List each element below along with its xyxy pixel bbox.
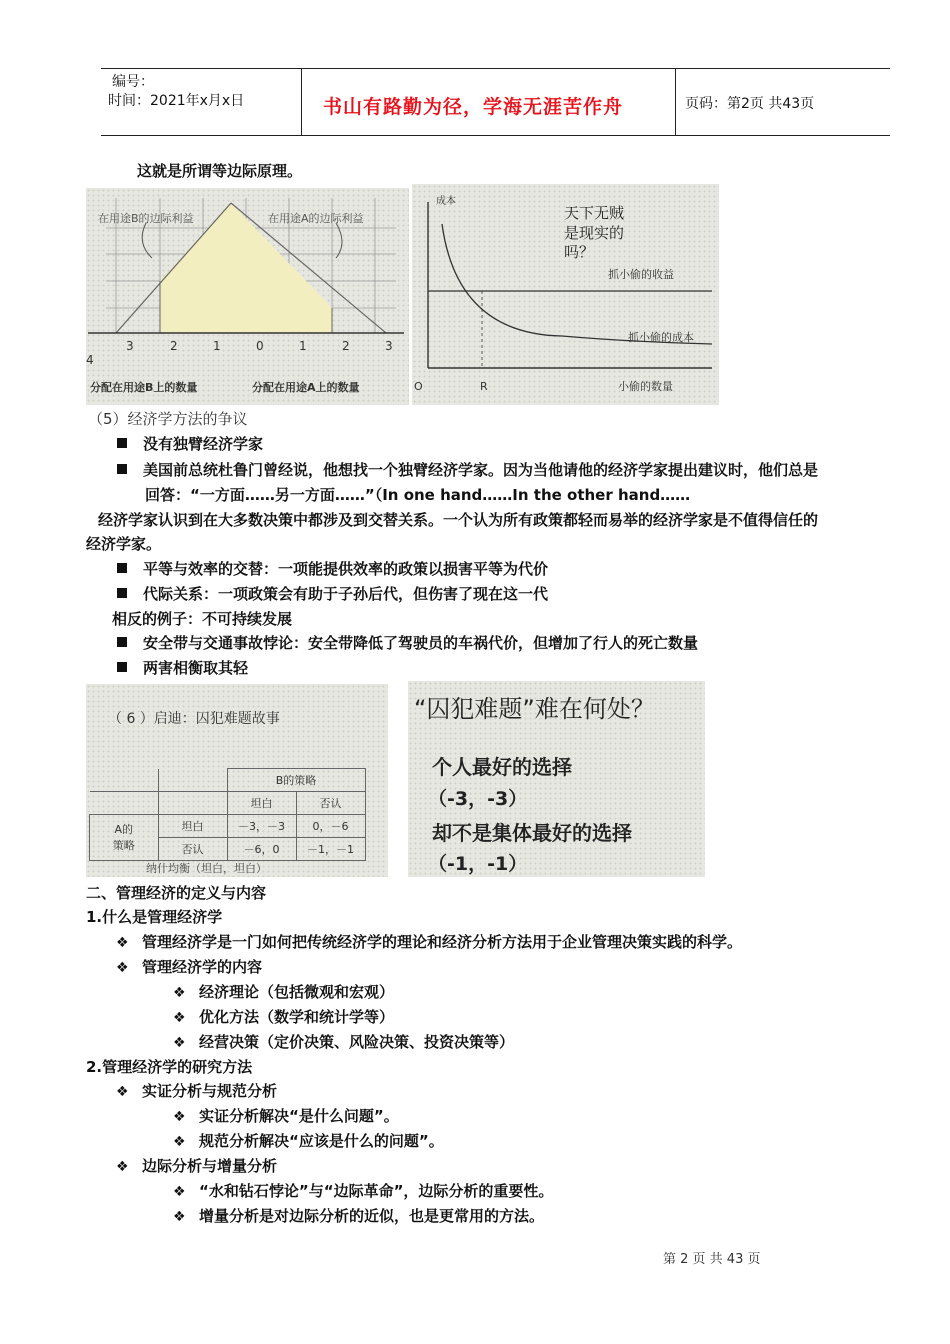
- bullet-item: 安全带与交通事故悖论：安全带降低了驾驶员的车祸代价，但增加了行人的死亡数量: [117, 632, 698, 654]
- bullet-item: 两害相衡取其轻: [117, 657, 248, 679]
- list-subitem: ❖ 优化方法（数学和统计学等）: [173, 1008, 395, 1026]
- header-bottom-rule: [101, 135, 890, 136]
- a-strategy-header: A的 策略: [90, 815, 159, 861]
- thief-cost-figure: [412, 184, 719, 405]
- list-subitem: ❖ 经济理论（包括微观和宏观）: [173, 983, 395, 1001]
- dilemma-line: （-3，-3）: [428, 788, 528, 810]
- nash-equilibrium-label: 纳什均衡（坦白，坦白）: [146, 862, 267, 875]
- dilemma-line: 个人最好的选择: [432, 755, 572, 779]
- paragraph-line: 经济学家。: [86, 535, 162, 553]
- prisoner-dilemma-figure: [86, 684, 388, 877]
- marginal-benefit-chart: [86, 188, 409, 405]
- list-subitem: ❖ 经营决策（定价决策、风险决策、投资决策等）: [173, 1033, 515, 1051]
- x-axis-label: 小偷的数量: [618, 380, 673, 393]
- tick-label: 1: [299, 339, 307, 353]
- payoff-cell: －6，0: [227, 838, 296, 861]
- bullet-item: 代际关系：一项政策会有助于子孙后代，但伤害了现在这一代: [117, 583, 548, 605]
- tick-label: 3: [385, 339, 393, 353]
- bullet-item: 平等与效率的交替：一项能提供效率的政策以损害平等为代价: [117, 558, 548, 580]
- list-item: ❖ 边际分析与增量分析: [116, 1157, 278, 1175]
- question-line: 天下无贼: [564, 204, 625, 222]
- cost-label: 抓小偷的成本: [628, 331, 694, 344]
- paragraph-line: 经济学家认识到在大多数决策中都涉及到交替关系。一个认为所有政策都轻而易举的经济学家是不值得信任的: [98, 511, 819, 529]
- page-indicator: 页码：第2页 共43页: [685, 96, 815, 112]
- b-benefit-label: 在用途B的边际利益: [98, 212, 194, 225]
- subsection-title: 1.什么是管理经济学: [86, 908, 223, 926]
- a-deny: 否认: [158, 838, 227, 861]
- doc-time-label: 时间：2021年x月x日: [108, 93, 245, 109]
- benefit-label: 抓小偷的收益: [608, 268, 674, 281]
- bullet-item: 美国前总统杜鲁门曾经说，他想找一个独臂经济学家。因为当他请他的经济学家提出建议时，他们总是: [117, 459, 818, 481]
- tick-label: 2: [170, 339, 178, 353]
- a-confess: 坦白: [158, 815, 227, 838]
- tick-label: 1: [213, 339, 221, 353]
- marginal-benefit-figure: [86, 188, 409, 405]
- dilemma-line: （-1，-1）: [428, 853, 528, 875]
- bullet-item: 没有独臂经济学家: [117, 433, 263, 455]
- section-title: （5）经济学方法的争议: [88, 410, 248, 428]
- r-label: R: [480, 380, 488, 393]
- figure-title: “囚犯难题”难在何处？: [414, 695, 655, 723]
- list-subitem: ❖ 规范分析解决“应该是什么的问题”。: [173, 1132, 444, 1150]
- header-motto: 书山有路勤为径，学海无涯苦作舟: [323, 96, 624, 118]
- figure-title: （ 6 ）启迪：囚犯难题故事: [108, 711, 280, 727]
- payoff-cell: －3，－3: [227, 815, 296, 838]
- intro-text: 这就是所谓等边际原理。: [137, 162, 303, 180]
- origin-label: O: [414, 380, 423, 393]
- b-strategy-header: B的策略: [227, 769, 365, 792]
- subsection-title: 2.管理经济学的研究方法: [86, 1058, 253, 1076]
- tick-label: 3: [126, 339, 134, 353]
- b-confess: 坦白: [227, 792, 296, 815]
- question-line: 是现实的: [564, 224, 625, 242]
- header-top-rule: [101, 68, 890, 69]
- y-axis-label: 成本: [436, 196, 456, 207]
- dilemma-question-figure: [408, 681, 705, 877]
- section-title: 二、管理经济的定义与内容: [86, 884, 267, 902]
- cost-curve: [442, 224, 712, 344]
- list-subitem: ❖ 实证分析解决“是什么问题”。: [173, 1107, 399, 1125]
- tick-label: 4: [86, 353, 94, 367]
- tick-label: 2: [342, 339, 350, 353]
- header-divider: [675, 69, 676, 135]
- thief-cost-chart: [412, 184, 719, 405]
- payoff-cell: －1，－1: [296, 838, 365, 861]
- dilemma-line: 却不是集体最好的选择: [432, 821, 632, 845]
- list-item: ❖ 实证分析与规范分析: [116, 1082, 278, 1100]
- question-line: 吗？: [564, 243, 595, 261]
- doc-number-label: 编号：: [112, 74, 154, 90]
- payoff-cell: 0，－6: [296, 815, 365, 838]
- list-item: ❖ 管理经济学是一门如何把传统经济学的理论和经济分析方法用于企业管理决策实践的科学。: [116, 933, 743, 951]
- list-subitem: ❖ 增量分析是对边际分析的近似，也是更常用的方法。: [173, 1207, 545, 1225]
- page-footer: 第 2 页 共 43 页: [663, 1252, 761, 1267]
- x-label-b: 分配在用途B上的数量: [90, 381, 198, 394]
- paragraph-line: 相反的例子：不可持续发展: [112, 610, 293, 628]
- a-benefit-label: 在用途A的边际利益: [268, 212, 364, 225]
- header-divider: [301, 69, 302, 135]
- b-deny: 否认: [296, 792, 365, 815]
- x-label-a: 分配在用途A上的数量: [252, 381, 360, 394]
- bullet-continuation: 回答：“一方面……另一方面……”（In one hand……In the other hand……: [145, 486, 691, 504]
- tick-label: 0: [256, 339, 264, 353]
- list-subitem: ❖ “水和钻石悖论”与“边际革命”，边际分析的重要性。: [173, 1182, 554, 1200]
- list-item: ❖ 管理经济学的内容: [116, 958, 263, 976]
- payoff-table: [89, 768, 366, 861]
